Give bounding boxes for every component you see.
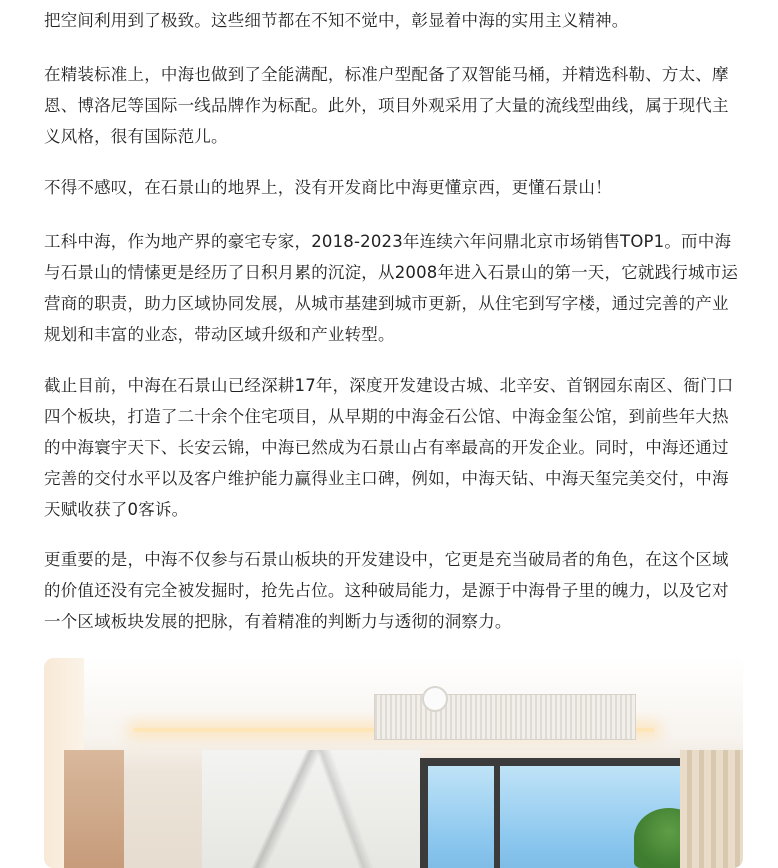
paragraph: 工科中海，作为地产界的豪宅专家，2018-2023年连续六年问鼎北京市场销售TOP1。而中海与石景山的情愫更是经历了日积月累的沉淀，从2008年进入石景山的第一天，它就践行城市运营商的职责，助力区域协同发展，从城市基建到城市更新，从住宅到写字楼，通过完善的产业规划和丰富的业态，带动区域升级和产业转型。 xyxy=(44,232,739,344)
photo-window-frame xyxy=(494,766,500,868)
photo-air-vent xyxy=(374,694,636,740)
paragraph: 在精装标准上，中海也做到了全能满配，标准户型配备了双智能马桶，并精选科勒、方太、摩恩、博洛尼等国际一线品牌作为标配。此外，项目外观采用了大量的流线型曲线，属于现代主义风格，很有国际范儿。 xyxy=(44,65,729,146)
paragraph: 更重要的是，中海不仅参与石景山板块的开发建设中，它更是充当破局者的角色，在这个区域的价值还没有完全被发掘时，抢先占位。这种破局能力，是源于中海骨子里的魄力，以及它对一个区域板块发展的把脉，有着精准的判断力与透彻的洞察力。 xyxy=(44,550,729,631)
paragraph: 把空间利用到了极致。这些细节都在不知不觉中，彰显着中海的实用主义精神。 xyxy=(44,11,629,30)
paragraph: 截止目前，中海在石景山已经深耕17年，深度开发建设古城、北辛安、首钢园东南区、衙门口四个板块，打造了二十余个住宅项目，从早期的中海金石公馆、中海金玺公馆，到前些年大热的中海寰宇天下、长安云锦，中海已然成为石景山占有率最高的开发企业。同时，中海还通过完善的交付水平以及客户维护能力赢得业主口碑，例如，中海天钻、中海天玺完美交付，中海天赋收获了0客诉。 xyxy=(44,376,734,519)
photo-wood-wall xyxy=(64,750,124,868)
paragraph: 不得不感叹，在石景山的地界上，没有开发商比中海更懂京西，更懂石景山！ xyxy=(44,178,612,197)
photo-marble-wall xyxy=(202,750,420,868)
photo-curtain xyxy=(680,750,743,868)
photo-downlight xyxy=(422,686,448,712)
interior-photo[interactable] xyxy=(44,658,743,868)
